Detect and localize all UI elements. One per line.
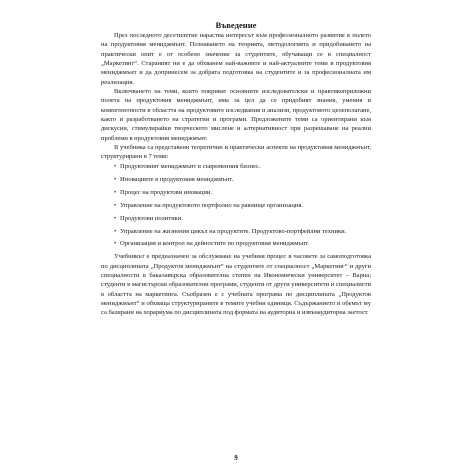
bullet-icon: • bbox=[114, 240, 117, 248]
body-text bbox=[101, 31, 371, 318]
bullet-icon: • bbox=[114, 188, 117, 196]
list-item bbox=[101, 201, 371, 210]
paragraph-structure: В учебника са представени теоретични и практически аспекти на продуктовия мениджмънт, структурирани в 7 теми: bbox=[101, 144, 371, 161]
list-item bbox=[101, 175, 371, 184]
list-item-text: Продуктови политики. bbox=[120, 214, 183, 222]
book-page bbox=[101, 20, 371, 460]
paragraph-purpose: Учебникът е предназначен за обслужване на учебния процес в часовете за самоподготовка по дисциплината „Продуктов мениджмънт“ на студентите от специалност „Маркетинг“ и други специалности в бакалавърска образователна степен на Икономически университет – Варна; студенти в магистърски образователни програми, студенти от други университети и специалисти в областта на маркетинга. Съобразен е с учебната програма по дисциплината „Продуктов мениджмънт“ и обхваща структурираните в темите учебни единици. Съдържанието и обемът му са базирани на хорариума по дисциплината под формата на аудиторна и извънаудиторна заетост. bbox=[101, 253, 371, 317]
paragraph-topics-coverage: Включването на теми, които покриват основните изследователски и практикоприложни полета на продуктовия мениджмънт, има за цел да се придобият знания, умения и компетентности в областта на продуктовите изследвания и анализи, продуктовото целеполагане, както и разработването на стратегии и програми. Предложените теми са ориентирани към дискусии, стимулирайки творческото мислене и алтернативност при разрешаване на реални проблеми в продуктовия мениджмънт. bbox=[101, 88, 371, 142]
bullet-icon: • bbox=[114, 162, 117, 170]
list-item bbox=[101, 214, 371, 223]
page-number: 9 bbox=[234, 454, 238, 462]
list-item-text: Продуктовият мениджмънт в съвременния бизнес. bbox=[120, 162, 261, 170]
list-item bbox=[101, 188, 371, 197]
list-item-text: Управление на жизнения цикъл на продуктите. Продуктово-портфейлни техники. bbox=[120, 227, 347, 235]
list-item-text: Процес на продуктови иновации. bbox=[120, 188, 213, 196]
paragraph-intro: През последното десетилетие нараства интересът към професионалното развитие в полето на продуктовия мениджмънт. Познаването на теорията, методологията и придобиването на практически опит е от особено значение за студентите, обучаващи се в специалност „Маркетинг“. Стараният ни е да обхванем най-важните и най-актуалните теми в продуктовия мениджмънт и да допринесем за добрата подготовка на студентите и за професионалната им реализация. bbox=[101, 32, 371, 86]
bullet-icon: • bbox=[114, 175, 117, 183]
topics-list bbox=[101, 162, 371, 249]
list-item bbox=[101, 239, 371, 248]
list-item bbox=[101, 162, 371, 171]
bullet-icon: • bbox=[114, 227, 117, 235]
list-item-text: Организация и контрол на дейностите по продуктовия мениджмънт. bbox=[120, 240, 310, 248]
list-item-text: Управление на продуктовото портфолио на равнище организация. bbox=[120, 201, 303, 209]
list-item bbox=[101, 227, 371, 236]
list-item-text: Иновациите в продуктовия мениджмънт. bbox=[120, 175, 234, 183]
bullet-icon: • bbox=[114, 214, 117, 222]
page-title: Въведение bbox=[215, 20, 257, 30]
bullet-icon: • bbox=[114, 201, 117, 209]
